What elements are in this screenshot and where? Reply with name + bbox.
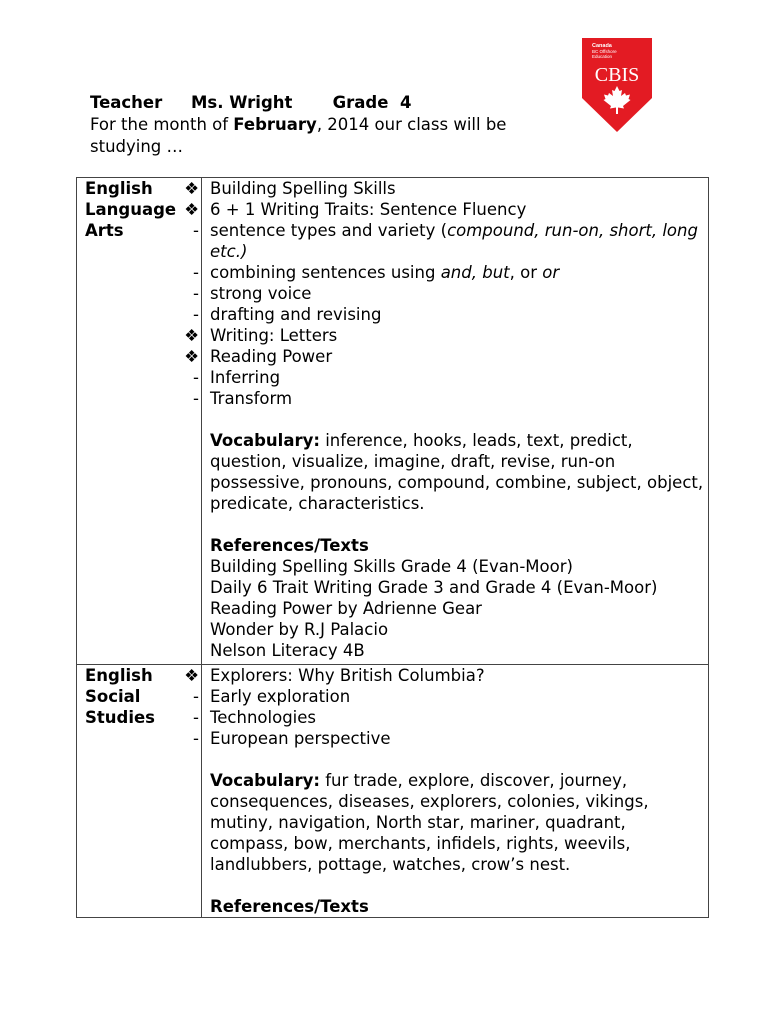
table-row-language-arts	[77, 178, 709, 665]
logo-line3: Education	[592, 54, 613, 59]
reference-item: Reading Power by Adrienne Gear	[210, 599, 482, 618]
bullet: -	[193, 284, 199, 303]
list-item: Inferring	[210, 368, 281, 387]
bullet: -	[193, 729, 199, 748]
reference-item: Nelson Literacy 4B	[210, 641, 365, 660]
vocabulary-label: Vocabulary:	[210, 431, 320, 450]
bullet: -	[193, 708, 199, 727]
bullet: -	[193, 305, 199, 324]
references-label: References/Texts	[210, 897, 369, 916]
grade-label: Grade	[332, 93, 389, 112]
subject-cell	[77, 178, 202, 665]
teacher-label: Teacher	[90, 93, 163, 112]
list-item: Building Spelling Skills	[210, 179, 396, 198]
bullet: -	[193, 687, 199, 706]
bullet: ❖	[184, 347, 199, 366]
list-item: combining sentences using and, but, or or	[210, 263, 560, 282]
reference-item: Daily 6 Trait Writing Grade 3 and Grade 4 (Evan-Moor)	[210, 578, 658, 597]
logo-line2: BC Offshore	[592, 49, 617, 54]
content-cell	[202, 178, 709, 665]
bullet: ❖	[184, 666, 199, 685]
list-item: 6 + 1 Writing Traits: Sentence Fluency	[210, 200, 527, 219]
content-cell	[202, 665, 709, 918]
vocabulary-text: fur trade, explore, discover, journey, consequences, diseases, explorers, colonies, vikings, mutiny, navigation, North star, mariner, quadrant, compass, bow, merchants, infidels, rights, weevils, landlubbers, pottage, watches, crow’s nest.	[210, 771, 649, 874]
bullet: -	[193, 368, 199, 387]
vocabulary-paragraph	[210, 770, 704, 875]
reference-item: Building Spelling Skills Grade 4 (Evan-Moor)	[210, 557, 573, 576]
subject-label: English Language Arts	[85, 179, 177, 240]
vocabulary-label: Vocabulary:	[210, 771, 320, 790]
logo-wordmark: CBIS	[594, 64, 640, 86]
bullet-column	[177, 178, 201, 409]
bullet: -	[193, 263, 199, 282]
vocabulary-paragraph	[210, 430, 704, 514]
cbis-logo	[580, 36, 654, 134]
intro-text: For the month of February, 2014 our class will be studying …	[90, 115, 507, 156]
list-item: Transform	[210, 389, 293, 408]
list-item: drafting and revising	[210, 305, 382, 324]
logo-line1: Canada	[592, 43, 612, 49]
teacher-name: Ms. Wright	[190, 93, 293, 112]
list-item: Technologies	[210, 708, 316, 727]
list-item: European perspective	[210, 729, 391, 748]
intro-month: February	[233, 115, 317, 134]
curriculum-table	[76, 177, 709, 918]
list-item: Reading Power	[210, 347, 333, 366]
subject-cell	[77, 665, 202, 918]
teacher-line	[90, 92, 560, 114]
bullet	[177, 241, 199, 262]
list-item: Writing: Letters	[210, 326, 338, 345]
list-item: strong voice	[210, 284, 312, 303]
list-item: Explorers: Why British Columbia?	[210, 666, 485, 685]
bullet: ❖	[184, 200, 199, 219]
bullet: ❖	[184, 326, 199, 345]
subject-label: English Social Studies	[85, 666, 155, 727]
bullet-column	[177, 665, 201, 749]
bullet: -	[193, 389, 199, 408]
grade-value: 4	[399, 93, 412, 112]
bullet: ❖	[184, 179, 199, 198]
document-header	[90, 92, 560, 158]
reference-item: Wonder by R.J Palacio	[210, 620, 389, 639]
bullet: -	[193, 221, 199, 240]
references-label: References/Texts	[210, 536, 369, 555]
table-row-social-studies	[77, 665, 709, 918]
list-item: sentence types and variety (compound, run-on, short, long etc.)	[210, 221, 698, 261]
list-item: Early exploration	[210, 687, 351, 706]
vocabulary-text: inference, hooks, leads, text, predict, question, visualize, imagine, draft, revise, run-on possessive, pronouns, compound, combine, subject, object, predicate, characteristics.	[210, 431, 704, 513]
